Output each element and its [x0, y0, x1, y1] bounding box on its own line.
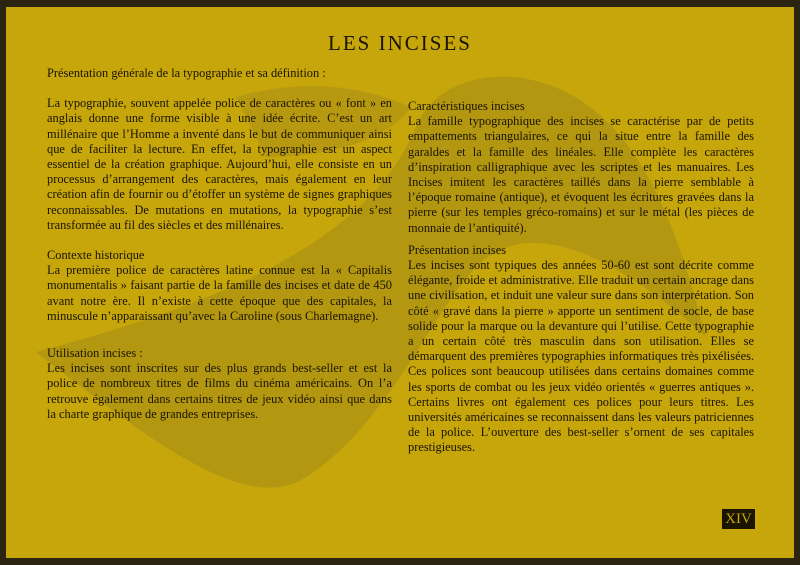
page	[6, 7, 794, 558]
page-title: LES INCISES	[328, 31, 472, 55]
left-column	[47, 66, 392, 422]
usage-heading: Utilisation incises :	[47, 346, 143, 361]
history-heading: Contexte historique	[47, 248, 145, 263]
intro-paragraph: La typographie, souvent appelée police de caractères ou « font » en anglais donne une forme visible à une idée écrite. C’est un art millénaire que l’Homme a inventé dans le but de communiquer ainsi que de faciliter la lecture. En effet, la typographie est un aspect essentiel de la création graphique. Aujourd’hui, elle consiste en un processus d’arrangement des caractères, mais également en leur création afin de fournir ou d’étoffer un système de signes graphiques reconnaissables. De mutations en mutations, la typographie s’est transformée au fil des siècles et des millénaires.	[47, 96, 392, 232]
history-paragraph: La première police de caractères latine connue est la « Capitalis monumentalis » faisant partie de la famille des incises et date de 450 avant notre ère. Il n’existe à cette époque que des capitales, la minuscule n’apparaissant qu’avec la Caroline (sous Charlemagne).	[47, 263, 392, 323]
intro-heading: Présentation générale de la typographie et sa définition :	[47, 66, 326, 80]
presentation-heading: Présentation incises	[408, 242, 507, 257]
features-paragraph: La famille typographique des incises se caractérise par de petits empattements triangulaires, ce qui la situe entre la famille des garaldes et la famille des linéales. Elle complète les caractères d’inspiration calligraphique avec les scriptes et les manuaires. Les Incises imitent les caractères taillés dans la pierre semblable à l’époque romaine (antique), et évoquent les écritures gravées dans la pierre (sur les temples gréco-romains) et sur le métal (les pièces de monnaie de l’antiquité).	[408, 114, 754, 235]
usage-paragraph: Les incises sont inscrites sur des plus grands best-seller et est la police de nombreux titres de films du cinéma américains. On l’a retrouve également dans certains titres de jeux vidéo ainsi que dans la charte graphique de grandes entreprises.	[47, 361, 392, 421]
presentation-paragraph: Les incises sont typiques des années 50-60 est sont décrite comme élégante, froide et administrative. Elle traduit un certain ancrage dans une civilisation, et induit une valeur sure dans son interprétation. Son côté « gravé dans la pierre » apporte un sentiment de socle, de base solide pour la marque ou la devanture qui l’utilise. Cette typographie a un certain côté très masculin dans son utilisation. Elles se démarquent des premières typographies informatiques très pixélisées. Ces polices sont beaucoup utilisées dans certains domaines comme les sports de combat ou les jeux vidéo orientés « guerres antiques ». Certains livres ont également ces polices pour leurs titres. Les universités américaines se reconnaissent dans les valeurs patriciennes de la police. L’ouverture des best-seller s’ornent de ses capitales prestigieuses.	[408, 258, 754, 455]
page-number: XIV	[722, 509, 755, 529]
right-column	[408, 99, 754, 456]
features-heading: Caractéristiques incises	[408, 99, 525, 113]
